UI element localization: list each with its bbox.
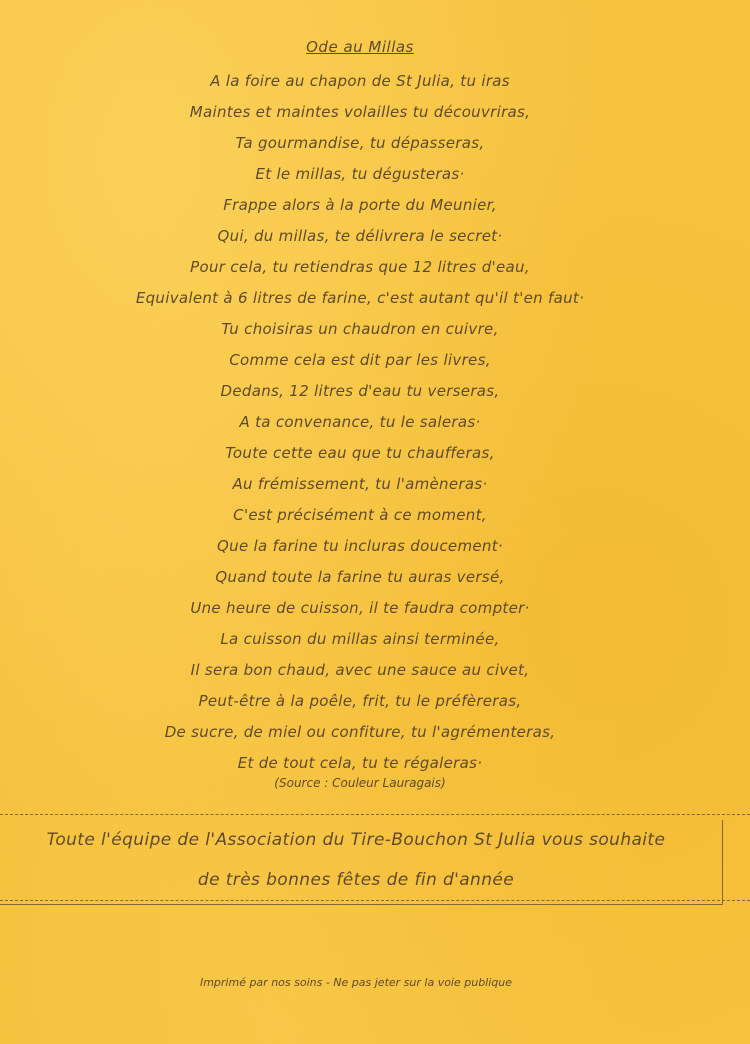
poem-line: Qui, du millas, te délivrera le secret· xyxy=(217,227,503,245)
greeting-line-1: Toute l'équipe de l'Association du Tire-Bouchon St Julia vous souhaite xyxy=(46,830,666,850)
poem-line: Maintes et maintes volailles tu découvriras, xyxy=(189,103,531,121)
greeting-line-2: de très bonnes fêtes de fin d'année xyxy=(197,870,515,890)
poem-line: De sucre, de miel ou confiture, tu l'agrémenteras, xyxy=(164,723,556,741)
poem-line: Peut-être à la poêle, frit, tu le préfèreras, xyxy=(198,692,522,710)
poem-line: Et de tout cela, tu te régaleras· xyxy=(237,754,483,772)
poem-line: Au frémissement, tu l'amèneras· xyxy=(232,475,488,493)
poem-line: Dedans, 12 litres d'eau tu verseras, xyxy=(220,382,500,400)
poem-line: Comme cela est dit par les livres, xyxy=(229,351,491,369)
poem-line: A ta convenance, tu le saleras· xyxy=(239,413,481,431)
source-credit: (Source : Couleur Lauragais) xyxy=(274,776,446,790)
poem-line: Il sera bon chaud, avec une sauce au civet, xyxy=(190,661,530,679)
poem-line: Frappe alors à la porte du Meunier, xyxy=(223,196,497,214)
poem-line: Ta gourmandise, tu dépasseras, xyxy=(235,134,485,152)
poem-line: Que la farine tu incluras doucement· xyxy=(217,537,503,555)
poem-line: Et le millas, tu dégusteras· xyxy=(255,165,465,183)
divider-bottom xyxy=(0,900,750,901)
poem-body xyxy=(0,66,720,779)
poem-title: Ode au Millas xyxy=(306,38,414,56)
poem-line: Equivalent à 6 litres de farine, c'est autant qu'il t'en faut· xyxy=(135,289,585,307)
poem-line: Une heure de cuisson, il te faudra compter· xyxy=(190,599,530,617)
poem-line: La cuisson du millas ainsi terminée, xyxy=(220,630,500,648)
poem-line: Pour cela, tu retiendras que 12 litres d'eau, xyxy=(190,258,530,276)
poem-line: Toute cette eau que tu chaufferas, xyxy=(225,444,495,462)
poem-line: Quand toute la farine tu auras versé, xyxy=(215,568,505,586)
divider-top xyxy=(0,814,750,815)
print-notice: Imprimé par nos soins - Ne pas jeter sur la voie publique xyxy=(199,976,513,989)
poem-line: C'est précisément à ce moment, xyxy=(233,506,487,524)
poem-line: Tu choisiras un chaudron en cuivre, xyxy=(221,320,499,338)
poem-line: A la foire au chapon de St Julia, tu iras xyxy=(210,72,510,90)
